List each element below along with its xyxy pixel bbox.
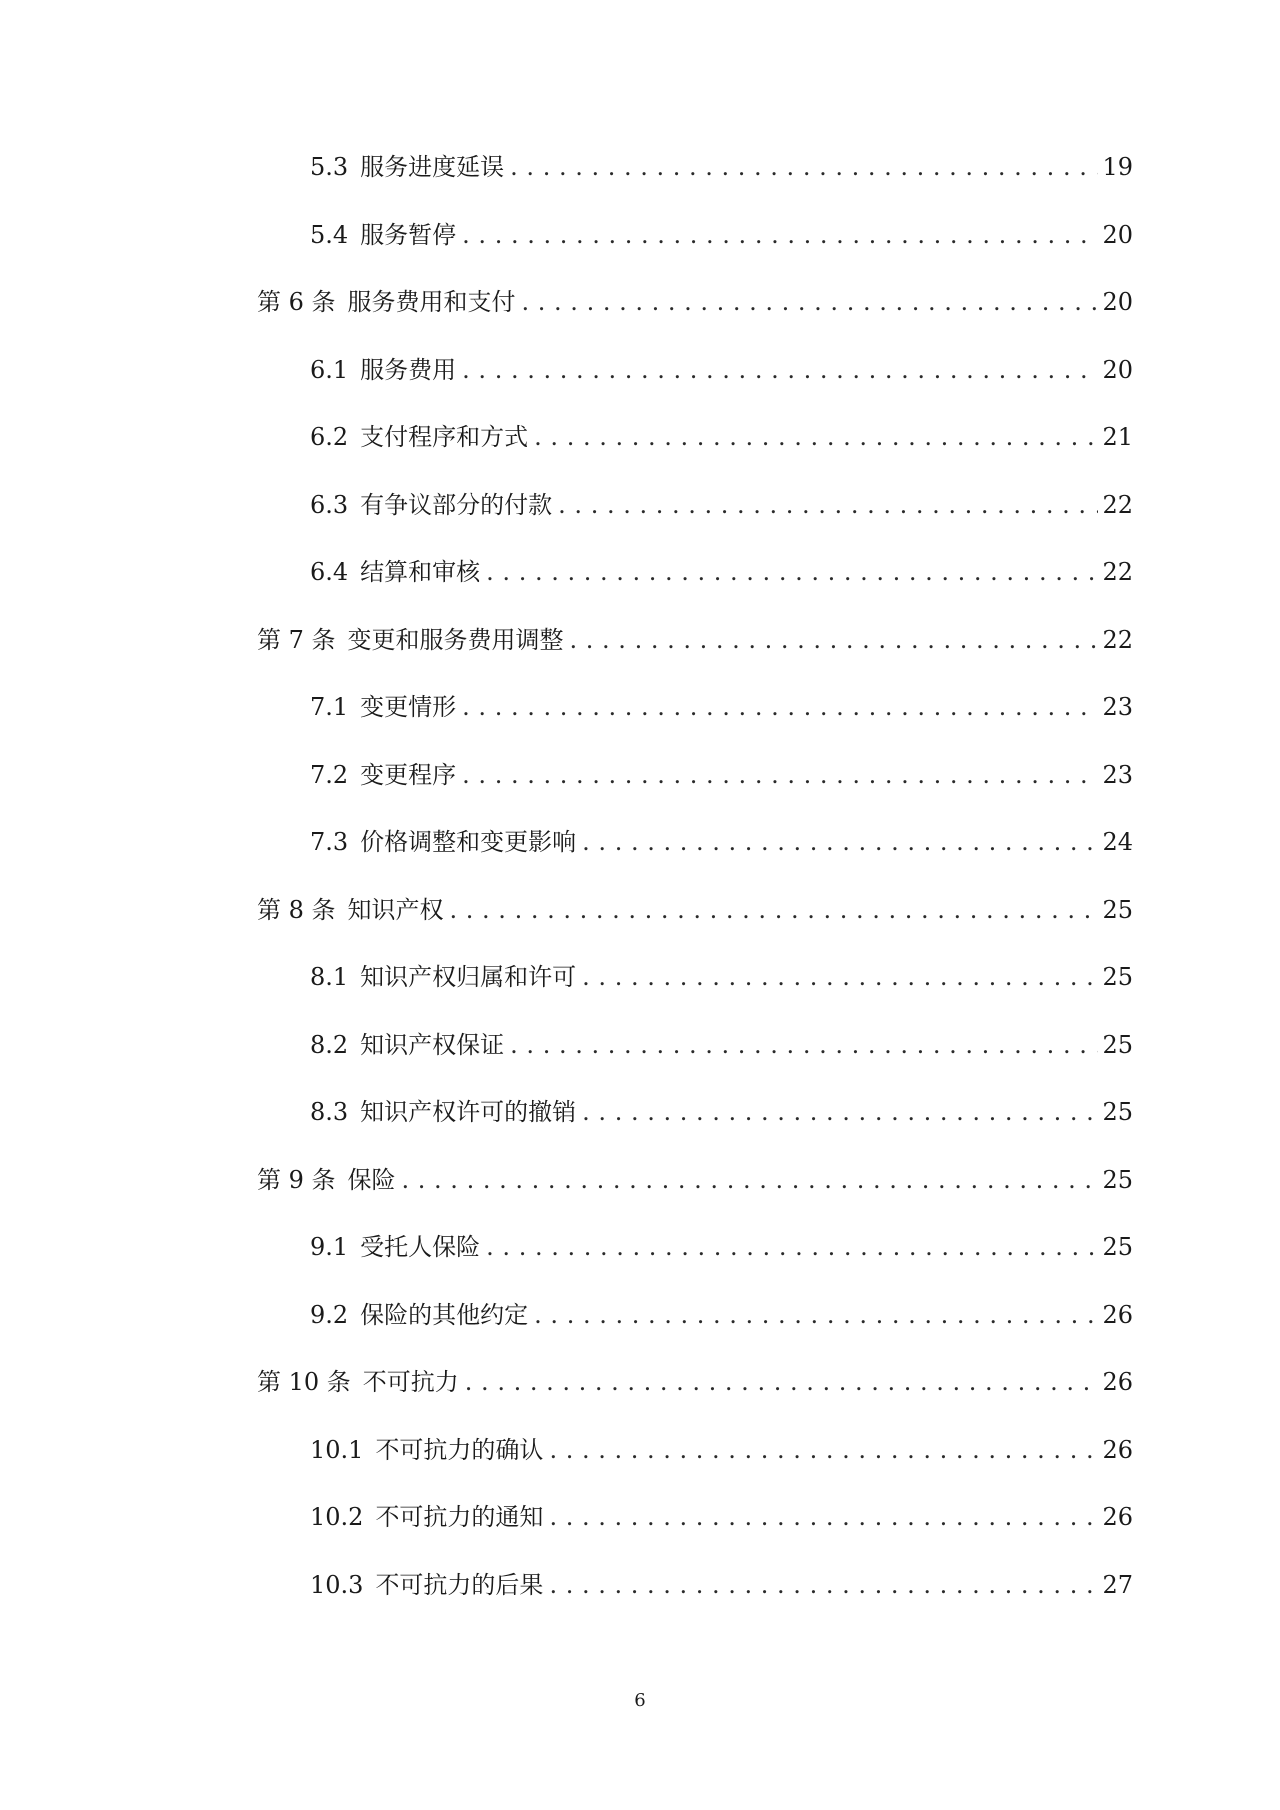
toc-dot-leader — [582, 1095, 1098, 1129]
toc-entry-number: 8.1 — [310, 963, 349, 991]
toc-entry-section[interactable] — [257, 353, 1133, 421]
toc-entry-number: 第 9 条 — [257, 1165, 336, 1194]
toc-entry-number: 6.4 — [310, 558, 349, 586]
toc-entry-section[interactable] — [257, 218, 1133, 286]
toc-entry-page-number: 24 — [1102, 828, 1133, 856]
toc-entry-number: 7.3 — [310, 828, 349, 856]
toc-entry-number: 6.1 — [310, 355, 349, 384]
toc-entry-number: 5.3 — [310, 153, 349, 181]
toc-entry-page-number: 26 — [1102, 1503, 1133, 1531]
toc-dot-leader — [450, 893, 1099, 927]
toc-entry-page-number: 20 — [1102, 220, 1133, 249]
toc-entry-section[interactable] — [257, 758, 1133, 826]
toc-dot-leader — [510, 150, 1098, 184]
toc-entry-number: 9.1 — [310, 1233, 349, 1261]
toc-entry-number: 5.4 — [310, 220, 349, 249]
toc-entry-title: 结算和审核 — [360, 558, 481, 586]
toc-entry-title: 价格调整和变更影响 — [360, 828, 577, 856]
toc-dot-leader — [582, 825, 1098, 859]
toc-entry-section[interactable] — [257, 960, 1133, 1028]
toc-dot-leader — [462, 690, 1098, 724]
toc-entry-title: 服务费用 — [360, 355, 457, 384]
toc-entry-number: 8.3 — [310, 1098, 349, 1126]
toc-entry-section[interactable] — [257, 1230, 1133, 1298]
footer-page-number: 6 — [634, 1690, 646, 1711]
toc-entry-number: 10.3 — [310, 1570, 364, 1599]
toc-entry-page-number: 25 — [1102, 1233, 1133, 1261]
toc-entry-title: 变更程序 — [360, 760, 457, 789]
toc-dot-leader — [534, 420, 1098, 454]
toc-entry-number: 10.1 — [310, 1435, 364, 1464]
toc-entry-section[interactable] — [257, 555, 1133, 623]
toc-entry-page-number: 23 — [1102, 693, 1133, 721]
toc-entry-article[interactable] — [257, 285, 1133, 353]
toc-entry-number: 6.2 — [310, 423, 349, 451]
toc-entry-page-number: 23 — [1102, 760, 1133, 789]
toc-entry-page-number: 20 — [1102, 355, 1133, 384]
toc-entry-title: 变更和服务费用调整 — [347, 625, 564, 654]
toc-dot-leader — [534, 1298, 1098, 1332]
toc-entry-section[interactable] — [257, 150, 1133, 218]
toc-entry-title: 服务费用和支付 — [347, 288, 516, 316]
toc-dot-leader — [462, 758, 1098, 792]
toc-entry-article[interactable] — [257, 1163, 1133, 1231]
toc-dot-leader — [549, 1568, 1098, 1602]
toc-entry-section[interactable] — [257, 488, 1133, 556]
toc-entry-title: 变更情形 — [360, 693, 457, 721]
toc-dot-leader — [522, 285, 1099, 319]
toc-entry-page-number: 25 — [1102, 1030, 1133, 1059]
toc-entry-article[interactable] — [257, 1365, 1133, 1433]
toc-entry-page-number: 26 — [1102, 1300, 1133, 1329]
toc-entry-number: 第 6 条 — [257, 288, 336, 316]
toc-entry-number: 7.2 — [310, 760, 349, 789]
toc-dot-leader — [462, 218, 1098, 252]
toc-entry-number: 8.2 — [310, 1030, 349, 1059]
toc-entry-title: 不可抗力 — [362, 1368, 459, 1396]
toc-entry-page-number: 26 — [1102, 1368, 1133, 1396]
toc-entry-section[interactable] — [257, 1500, 1133, 1568]
toc-entry-title: 不可抗力的确认 — [375, 1435, 544, 1464]
toc-entry-number: 9.2 — [310, 1300, 349, 1329]
toc-dot-leader — [462, 353, 1098, 387]
toc-entry-title: 有争议部分的付款 — [360, 490, 553, 519]
toc-entry-number: 6.3 — [310, 490, 349, 519]
toc-dot-leader — [570, 623, 1099, 657]
toc-entry-title: 知识产权 — [347, 895, 444, 924]
toc-entry-page-number: 25 — [1102, 963, 1133, 991]
toc-dot-leader — [486, 1230, 1098, 1264]
toc-entry-number: 第 10 条 — [257, 1368, 351, 1396]
toc-entry-page-number: 25 — [1102, 1098, 1133, 1126]
toc-dot-leader — [549, 1500, 1098, 1534]
toc-entry-page-number: 25 — [1102, 895, 1133, 924]
toc-entry-title: 不可抗力的后果 — [375, 1570, 544, 1599]
toc-entry-number: 10.2 — [310, 1503, 364, 1531]
toc-entry-page-number: 19 — [1102, 153, 1133, 181]
toc-entry-number: 第 7 条 — [257, 625, 336, 654]
toc-entry-page-number: 22 — [1102, 490, 1133, 519]
toc-dot-leader — [402, 1163, 1099, 1197]
toc-dot-leader — [582, 960, 1098, 994]
toc-entry-section[interactable] — [257, 1028, 1133, 1096]
toc-entry-page-number: 26 — [1102, 1435, 1133, 1464]
toc-entry-page-number: 22 — [1102, 558, 1133, 586]
toc-entry-section[interactable] — [257, 1095, 1133, 1163]
toc-dot-leader — [465, 1365, 1099, 1399]
toc-entry-page-number: 25 — [1102, 1165, 1133, 1194]
toc-entry-title: 知识产权保证 — [360, 1030, 505, 1059]
toc-entry-title: 知识产权许可的撤销 — [360, 1098, 577, 1126]
toc-entry-section[interactable] — [257, 420, 1133, 488]
toc-entry-title: 服务进度延误 — [360, 153, 505, 181]
toc-entry-title: 保险的其他约定 — [360, 1300, 529, 1329]
toc-entry-title: 受托人保险 — [360, 1233, 481, 1261]
table-of-contents — [257, 150, 1133, 1635]
toc-entry-article[interactable] — [257, 623, 1133, 691]
toc-entry-title: 保险 — [347, 1165, 396, 1194]
toc-entry-page-number: 22 — [1102, 625, 1133, 654]
toc-dot-leader — [558, 488, 1098, 522]
toc-entry-page-number: 21 — [1102, 423, 1133, 451]
toc-entry-number: 7.1 — [310, 693, 349, 721]
toc-entry-title: 知识产权归属和许可 — [360, 963, 577, 991]
toc-entry-section[interactable] — [257, 1298, 1133, 1366]
toc-entry-number: 第 8 条 — [257, 895, 336, 924]
toc-entry-title: 不可抗力的通知 — [375, 1503, 544, 1531]
toc-dot-leader — [549, 1433, 1098, 1467]
toc-entry-section[interactable] — [257, 690, 1133, 758]
toc-dot-leader — [486, 555, 1098, 589]
toc-entry-section[interactable] — [257, 825, 1133, 893]
toc-entry-section[interactable] — [257, 1433, 1133, 1501]
toc-entry-title: 支付程序和方式 — [360, 423, 529, 451]
toc-entry-page-number: 20 — [1102, 288, 1133, 316]
toc-entry-title: 服务暂停 — [360, 220, 457, 249]
toc-entry-section[interactable] — [257, 1568, 1133, 1636]
toc-entry-article[interactable] — [257, 893, 1133, 961]
toc-dot-leader — [510, 1028, 1098, 1062]
toc-entry-page-number: 27 — [1102, 1570, 1133, 1599]
